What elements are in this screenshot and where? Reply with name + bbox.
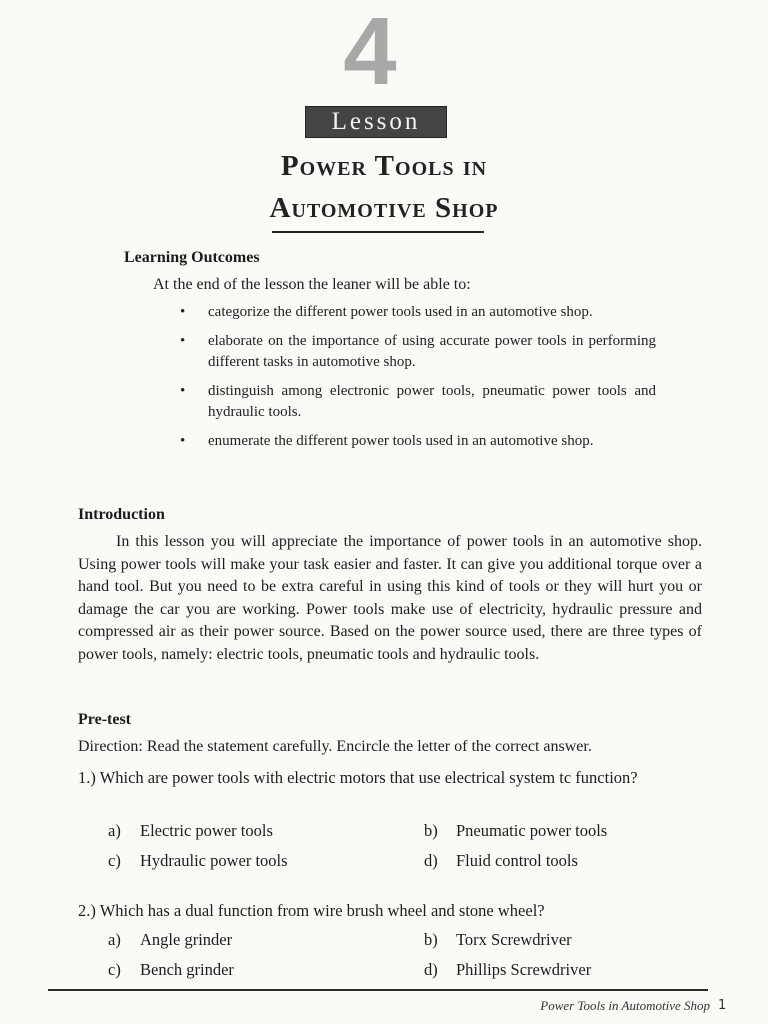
- question-1: [78, 766, 708, 789]
- choice-2b[interactable]: [424, 929, 572, 951]
- choice-letter: a): [108, 821, 121, 840]
- choice-text: Electric power tools: [140, 821, 273, 840]
- learning-outcomes-heading: Learning Outcomes: [124, 249, 260, 266]
- choice-letter: d): [424, 960, 438, 979]
- bullet-icon: •: [180, 383, 186, 399]
- outcome-text: elaborate on the importance of using accurate power tools in performing different tasks in automotive shop.: [208, 333, 656, 370]
- bullet-icon: •: [180, 333, 186, 349]
- question-text: 1.) Which are power tools with electric motors that use electrical system tc function?: [78, 768, 638, 787]
- question-number: 1.): [78, 768, 96, 787]
- choice-letter: a): [108, 930, 121, 949]
- list-item: [178, 302, 656, 323]
- choice-1a[interactable]: [108, 820, 273, 842]
- page-number: 1: [718, 998, 727, 1013]
- lesson-title-line-2: Automotive Shop: [269, 192, 499, 224]
- choice-text: Phillips Screwdriver: [456, 960, 592, 979]
- outcome-text: distinguish among electronic power tools, pneumatic power tools and hydraulic tools.: [208, 383, 656, 420]
- list-item: [178, 381, 656, 423]
- choice-letter: c): [108, 960, 121, 979]
- title-underline: [272, 231, 484, 233]
- choice-text: Angle grinder: [140, 930, 233, 949]
- learning-outcomes-list: [178, 302, 656, 460]
- choice-letter: c): [108, 851, 121, 870]
- learning-outcomes-intro: At the end of the lesson the leaner will be able to:: [153, 276, 471, 293]
- introduction-heading: Introduction: [78, 506, 165, 523]
- choice-1c[interactable]: [108, 850, 288, 872]
- pretest-direction: Direction: Read the statement carefully. Encircle the letter of the correct answer.: [78, 738, 592, 755]
- choice-letter: d): [424, 851, 438, 870]
- lesson-title-line-1: Power Tools in: [280, 150, 488, 182]
- question-2: [78, 899, 708, 922]
- choice-text: Fluid control tools: [456, 851, 578, 870]
- choice-letter: b): [424, 821, 438, 840]
- choice-1d[interactable]: [424, 850, 578, 872]
- pretest-heading: Pre-test: [78, 711, 131, 728]
- bullet-icon: •: [180, 433, 186, 449]
- bullet-icon: •: [180, 304, 186, 320]
- choice-text: Torx Screwdriver: [456, 930, 572, 949]
- choice-1b[interactable]: [424, 820, 607, 842]
- choice-letter: b): [424, 930, 438, 949]
- lesson-number: 4: [343, 0, 397, 105]
- outcome-text: enumerate the different power tools used in an automotive shop.: [208, 433, 594, 449]
- lesson-banner: Lesson: [305, 106, 447, 138]
- choice-text: Bench grinder: [140, 960, 234, 979]
- choice-2d[interactable]: [424, 959, 591, 981]
- list-item: [178, 431, 656, 452]
- list-item: [178, 331, 656, 373]
- outcome-text: categorize the different power tools used in an automotive shop.: [208, 304, 593, 320]
- choice-2c[interactable]: [108, 959, 234, 981]
- introduction-paragraph: In this lesson you will appreciate the importance of power tools in an automotive shop. Using power tools will make your task easier and faster. It can give you additional torque over a hand tool. But you need to be extra careful in using this kind of tools or they will hurt you or damage the car you are working. Power tools make use of electricity, hydraulic pressure and compressed air as their power source. Based on the power source used, there are three types of power tools, namely: electric tools, pneumatic tools and hydraulic tools.: [78, 533, 702, 663]
- choice-text: Hydraulic power tools: [140, 851, 288, 870]
- question-text: Which has a dual function from wire brush wheel and stone wheel?: [99, 901, 545, 920]
- choice-text: Pneumatic power tools: [456, 821, 608, 840]
- footer-rule: [48, 989, 708, 991]
- choice-2a[interactable]: [108, 929, 232, 951]
- question-number: 2.): [78, 901, 96, 920]
- running-footer: Power Tools in Automotive Shop: [540, 998, 710, 1013]
